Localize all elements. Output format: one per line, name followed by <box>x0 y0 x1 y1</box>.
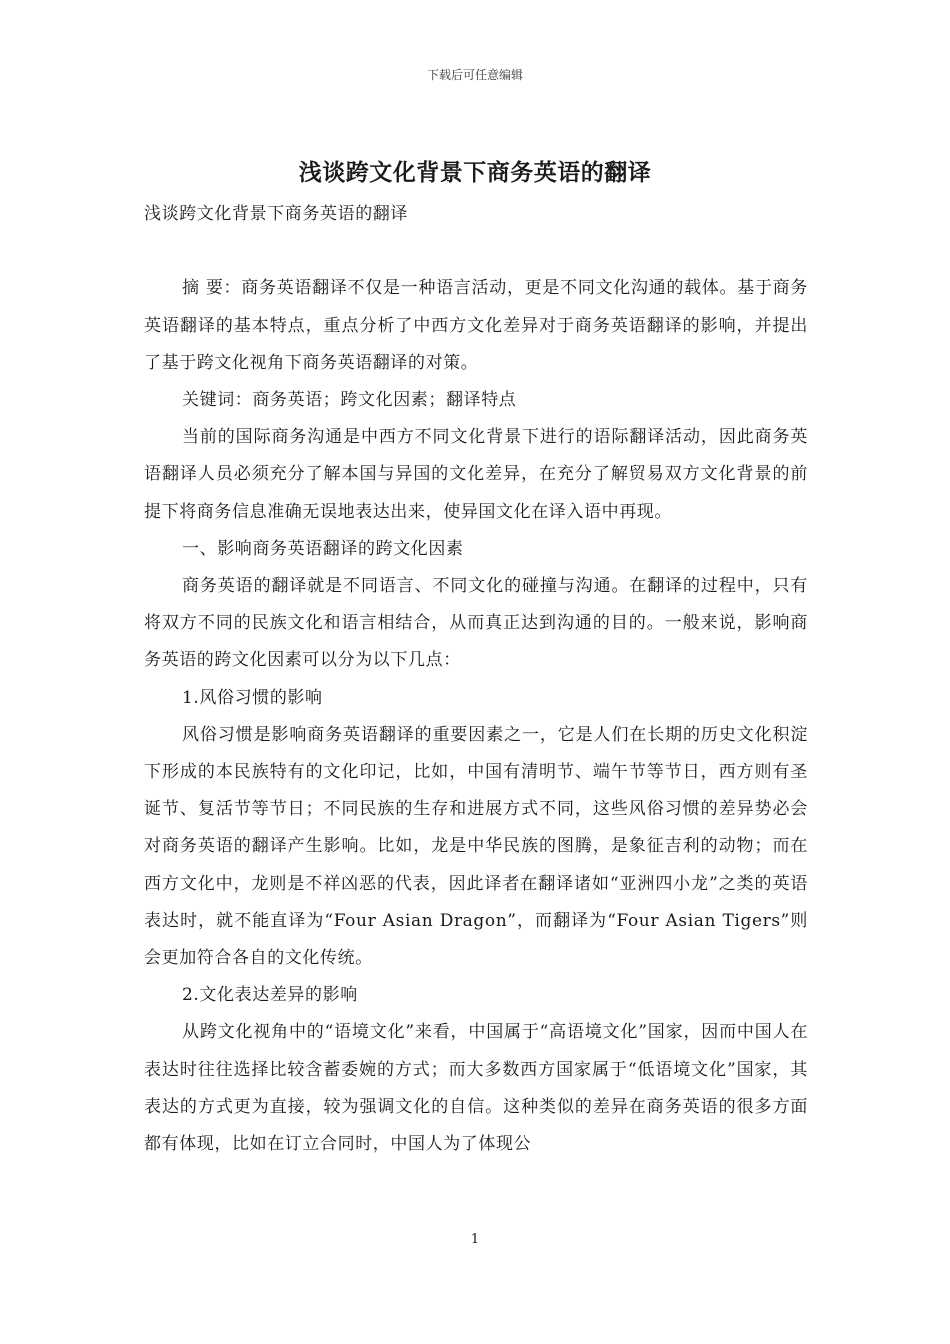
subsection-paragraph: 从跨文化视角中的“语境文化”来看，中国属于“高语境文化”国家，因而中国人在表达时往往选择比较含蓄委婉的方式；而大多数西方国家属于“低语境文化”国家，其表达的方式更为直接，较为强调文化的自信。这种类似的差异在商务英语的很多方面都有体现，比如在订立合同时，中国人为了体现公 <box>144 1022 808 1155</box>
page-number: 1 <box>470 1232 480 1247</box>
blank-line <box>144 233 808 270</box>
subsection-heading: 2.文化表达差异的影响 <box>182 985 358 1006</box>
abstract-paragraph: 摘 要：商务英语翻译不仅是一种语言活动，更是不同文化沟通的载体。基于商务英语翻译的基本特点，重点分析了中西方文化差异对于商务英语翻译的影响，并提出了基于跨文化视角下商务英语翻译的对策。 <box>144 278 808 373</box>
subsection-heading: 1.风俗习惯的影响 <box>182 687 323 708</box>
intro-paragraph: 当前的国际商务沟通是中西方不同文化背景下进行的语际翻译活动，因此商务英语翻译人员必须充分了解本国与异国的文化差异，在充分了解贸易双方文化背景的前提下将商务信息准确无误地表达出来，使异国文化在译入语中再现。 <box>144 427 808 522</box>
section-paragraph: 商务英语的翻译就是不同语言、不同文化的碰撞与沟通。在翻译的过程中，只有将双方不同的民族文化和语言相结合，从而真正达到沟通的目的。一般来说，影响商务英语的跨文化因素可以分为以下几点： <box>144 576 808 671</box>
document-body <box>144 196 808 1163</box>
section-heading: 一、影响商务英语翻译的跨文化因素 <box>182 538 464 559</box>
keywords-line: 关键词：商务英语；跨文化因素；翻译特点 <box>182 390 517 410</box>
subsection-paragraph: 风俗习惯是影响商务英语翻译的重要因素之一，它是人们在长期的历史文化积淀下形成的本民族特有的文化印记，比如，中国有清明节、端午节等节日，西方则有圣诞节、复活节等节日；不同民族的生存和进展方式不同，这些风俗习惯的差异势必会对商务英语的翻译产生影响。比如，龙是中华民族的图腾，是象征吉利的动物；而在西方文化中，龙则是不祥凶恶的代表，因此译者在翻译诸如“亚洲四小龙”之类的英语表达时，就不能直译为“Four Asian Dragon”，而翻译为“Four Asian Tigers”则会更加符合各自的文化传统。 <box>144 724 808 969</box>
document-title: 浅谈跨文化背景下商务英语的翻译 <box>298 159 652 186</box>
subtitle-line: 浅谈跨文化背景下商务英语的翻译 <box>144 204 408 224</box>
header-note: 下载后可任意编辑 <box>426 68 523 82</box>
